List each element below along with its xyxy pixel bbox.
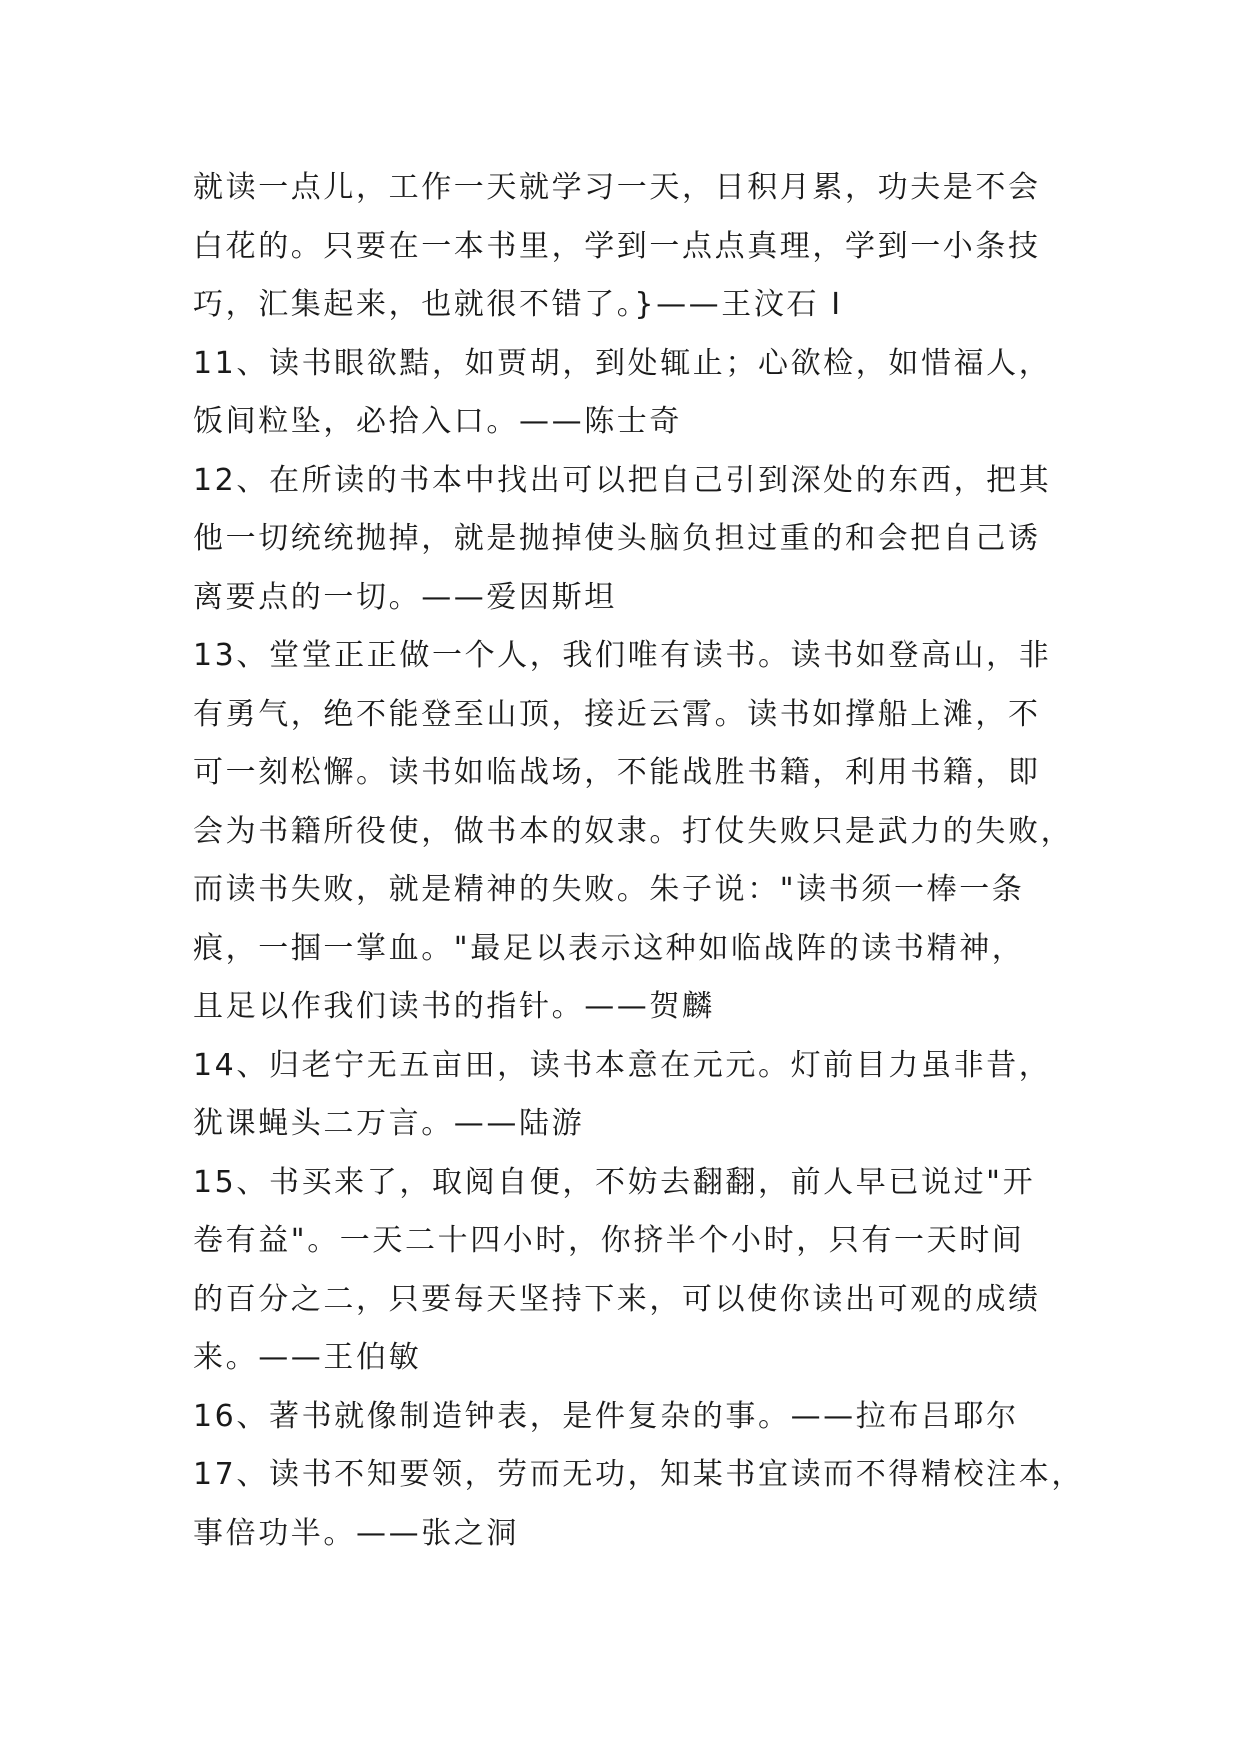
text-line: 离要点的一切。——爱因斯坦	[193, 579, 617, 615]
text-line: 痕，一掴一掌血。"最足以表示这种如临战阵的读书精神，	[193, 930, 1025, 966]
text-line: 且足以作我们读书的指针。——贺麟	[193, 989, 715, 1024]
text-line: 犹课蝇头二万言。——陆游	[193, 1106, 585, 1141]
text-line: 巧，汇集起来，也就很不错了。}——王汶石 I	[193, 287, 843, 322]
text-line: 16、著书就像制造钟表，是件复杂的事。——拉布吕耶尔	[193, 1398, 1019, 1434]
text-line: 13、堂堂正正做一个人，我们唯有读书。读书如登高山，非	[193, 638, 1052, 673]
text-line: 17、读书不知要领，劳而无功，知某书宜读而不得精校注本，	[193, 1457, 1084, 1492]
document-body	[193, 159, 1083, 1563]
text-line: 有勇气，绝不能登至山顶，接近云霄。读书如撑船上滩，不	[193, 696, 1041, 732]
text-line: 的百分之二，只要每天坚持下来，可以使你读出可观的成绩	[193, 1281, 1041, 1317]
text-line: 来。——王伯敏	[193, 1340, 422, 1375]
text-line: 14、归老宁无五亩田，读书本意在元元。灯前目力虽非昔，	[193, 1047, 1052, 1083]
text-line: 12、在所读的书本中找出可以把自己引到深处的东西，把其	[193, 462, 1052, 498]
text-line: 15、书买来了，取阅自便，不妨去翻翻，前人早已说过"开	[193, 1164, 1036, 1200]
text-line: 他一切统统抛掉，就是抛掉使头脑负担过重的和会把自己诱	[193, 521, 1041, 556]
text-line: 事倍功半。——张之洞	[193, 1515, 519, 1551]
text-line: 可一刻松懈。读书如临战场，不能战胜书籍，利用书籍，即	[193, 755, 1041, 790]
text-line: 白花的。只要在一本书里，学到一点点真理，学到一小条技	[193, 228, 1041, 264]
text-line: 会为书籍所役使，做书本的奴隶。打仗失败只是武力的失败，	[193, 813, 1074, 849]
text-line: 就读一点儿，工作一天就学习一天，日积月累，功夫是不会	[193, 170, 1041, 205]
text-line: 卷有益"。一天二十四小时，你挤半个小时，只有一天时间	[193, 1223, 1025, 1258]
text-line: 饭间粒坠，必拾入口。——陈士奇	[193, 404, 682, 439]
text-line: 11、读书眼欲黠，如贾胡，到处辄止；心欲检，如惜福人，	[193, 345, 1052, 381]
text-line: 而读书失败，就是精神的失败。朱子说："读书须一棒一条	[193, 872, 1025, 907]
